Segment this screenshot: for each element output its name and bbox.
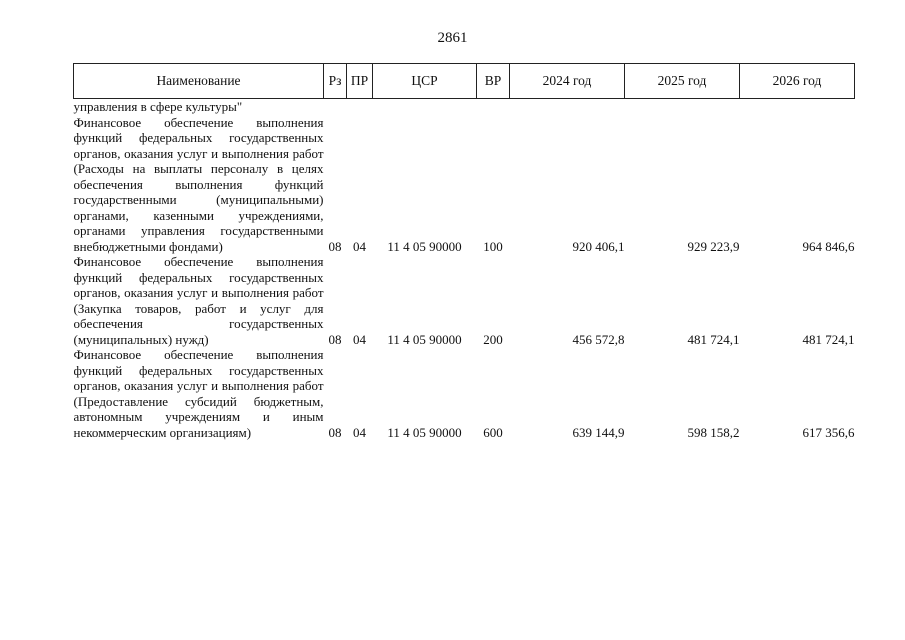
row-rz: 08 xyxy=(328,238,342,254)
header-name: Наименование xyxy=(74,64,324,99)
row-csr: 11 4 05 90000 xyxy=(387,238,462,254)
table-row xyxy=(74,254,855,347)
continuation-text: управления в сфере культуры" xyxy=(73,99,243,114)
header-csr: ЦСР xyxy=(373,64,477,99)
row-csr: 11 4 05 90000 xyxy=(387,331,462,347)
header-vr: ВР xyxy=(477,64,510,99)
row-2024: 639 144,9 xyxy=(572,424,625,440)
header-pr: ПР xyxy=(347,64,373,99)
row-vr: 200 xyxy=(483,331,503,347)
budget-table xyxy=(73,63,855,440)
row-2026: 617 356,6 xyxy=(802,424,855,440)
header-2026: 2026 год xyxy=(740,64,855,99)
header-rz: Рз xyxy=(324,64,347,99)
row-rz: 08 xyxy=(328,331,342,347)
row-2025: 598 158,2 xyxy=(687,424,740,440)
table-row xyxy=(74,347,855,440)
header-2024: 2024 год xyxy=(510,64,625,99)
row-pr: 04 xyxy=(353,331,366,347)
row-name: Финансовое обеспечение выполнения функций федеральных государственных органов, оказания услуг и выполнения работ (Закупка товаров, работ и услуг для обеспечения государственных (муниципальных) нужд) xyxy=(73,254,324,347)
table-row xyxy=(74,115,855,255)
row-2025: 481 724,1 xyxy=(687,331,740,347)
row-name: Финансовое обеспечение выполнения функций федеральных государственных органов, оказания услуг и выполнения работ (Предоставление субсидий бюджетным, автономным учреждениям и иным некоммерческим организациям) xyxy=(73,347,324,440)
row-pr: 04 xyxy=(353,424,366,440)
row-pr: 04 xyxy=(353,238,366,254)
row-2026: 964 846,6 xyxy=(802,238,855,254)
row-2024: 920 406,1 xyxy=(572,238,625,254)
row-vr: 100 xyxy=(483,238,503,254)
page-number: 2861 xyxy=(437,30,468,46)
row-2025: 929 223,9 xyxy=(687,238,740,254)
row-2026: 481 724,1 xyxy=(802,331,855,347)
row-vr: 600 xyxy=(483,424,503,440)
row-2024: 456 572,8 xyxy=(572,331,625,347)
row-csr: 11 4 05 90000 xyxy=(387,424,462,440)
continuation-row xyxy=(74,99,855,115)
row-name: Финансовое обеспечение выполнения функций федеральных государственных органов, оказания услуг и выполнения работ (Расходы на выплаты персоналу в целях обеспечения выполнения функций государственными (муниципальными) органами, казенными учреждениями, органами управления государственными внебюджетными фондами) xyxy=(73,114,324,254)
row-rz: 08 xyxy=(328,424,342,440)
table-header-row xyxy=(74,64,855,99)
header-2025: 2025 год xyxy=(625,64,740,99)
